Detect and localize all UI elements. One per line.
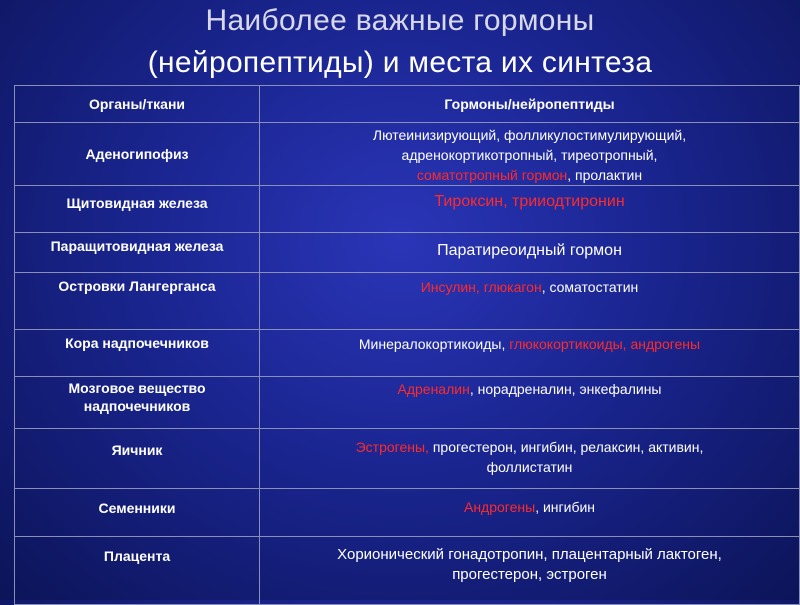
hormone-text — [264, 165, 795, 185]
hormone-highlight: Эстрогены, — [355, 439, 429, 455]
hormone-text: Лютеинизирующий, фолликулостимулирующий, — [372, 127, 687, 143]
hormone-cell — [260, 273, 800, 330]
hormone-text: Минералокортикоиды, — [358, 336, 510, 352]
hormone-text: , соматостатин — [541, 279, 639, 295]
organ-cell: Аденогипофиз — [15, 123, 260, 186]
hormone-text: прогестерон, ингибин, релаксин, активин, — [428, 439, 704, 455]
table-row — [15, 233, 800, 273]
table-row — [15, 537, 800, 605]
hormones-table — [14, 85, 800, 605]
hormone-text — [264, 437, 795, 457]
hormone-cell — [260, 186, 800, 233]
table-row — [15, 377, 800, 429]
hormone-cell — [260, 377, 800, 429]
hormone-cell — [260, 330, 800, 377]
table-row — [15, 330, 800, 377]
hormone-cell — [260, 233, 800, 273]
header-hormones: Гормоны/нейропептиды — [260, 86, 800, 123]
table-row — [15, 186, 800, 233]
organ-cell: Кора надпочечников — [15, 330, 260, 377]
organ-cell: Островки Лангерганса — [15, 273, 260, 330]
hormone-highlight: соматотропный гормон — [416, 167, 568, 183]
organ-cell: Семенники — [15, 489, 260, 537]
slide-title — [0, 0, 800, 88]
hormone-text: адренокортикотропный, тиреотропный, — [401, 147, 658, 163]
hormone-text: Хорионический гонадотропин, плацентарный лактоген, — [337, 546, 722, 563]
table-row — [15, 429, 800, 489]
hormone-text: прогестерон, эстроген — [452, 566, 607, 583]
hormone-cell — [260, 429, 800, 489]
organ-cell: Щитовидная железа — [15, 186, 260, 233]
hormone-text: , пролактин — [567, 167, 643, 183]
hormone-cell — [260, 489, 800, 537]
hormone-highlight: Андрогены — [463, 499, 536, 515]
organ-cell: Яичник — [15, 429, 260, 489]
hormone-text: , ингибин — [535, 499, 596, 515]
hormone-highlight: глюкокортикоиды, андрогены — [509, 336, 701, 352]
title-line-1: Наиболее важные гормоны — [205, 4, 595, 37]
header-organs: Органы/ткани — [15, 86, 260, 123]
organ-cell: Мозговое вещество надпочечников — [15, 377, 260, 429]
hormone-text: фоллистатин — [486, 459, 573, 475]
hormone-text: Паратиреоидный гормон — [437, 242, 622, 259]
organ-cell: Плацента — [15, 537, 260, 605]
table-row — [15, 489, 800, 537]
table-row — [15, 273, 800, 330]
hormone-highlight: Инсулин, глюкагон — [420, 279, 542, 295]
hormone-highlight: Адреналин — [397, 381, 470, 397]
table-row — [15, 123, 800, 186]
hormone-cell — [260, 537, 800, 605]
table-header-row — [15, 86, 800, 123]
title-line-2: (нейропептиды) и места их синтеза — [147, 46, 653, 79]
hormone-cell — [260, 123, 800, 186]
hormone-highlight: Тироксин, трииодтиронин — [434, 193, 625, 210]
hormone-text: , норадреналин, энкефалины — [469, 381, 662, 397]
organ-cell: Паращитовидная железа — [15, 233, 260, 273]
